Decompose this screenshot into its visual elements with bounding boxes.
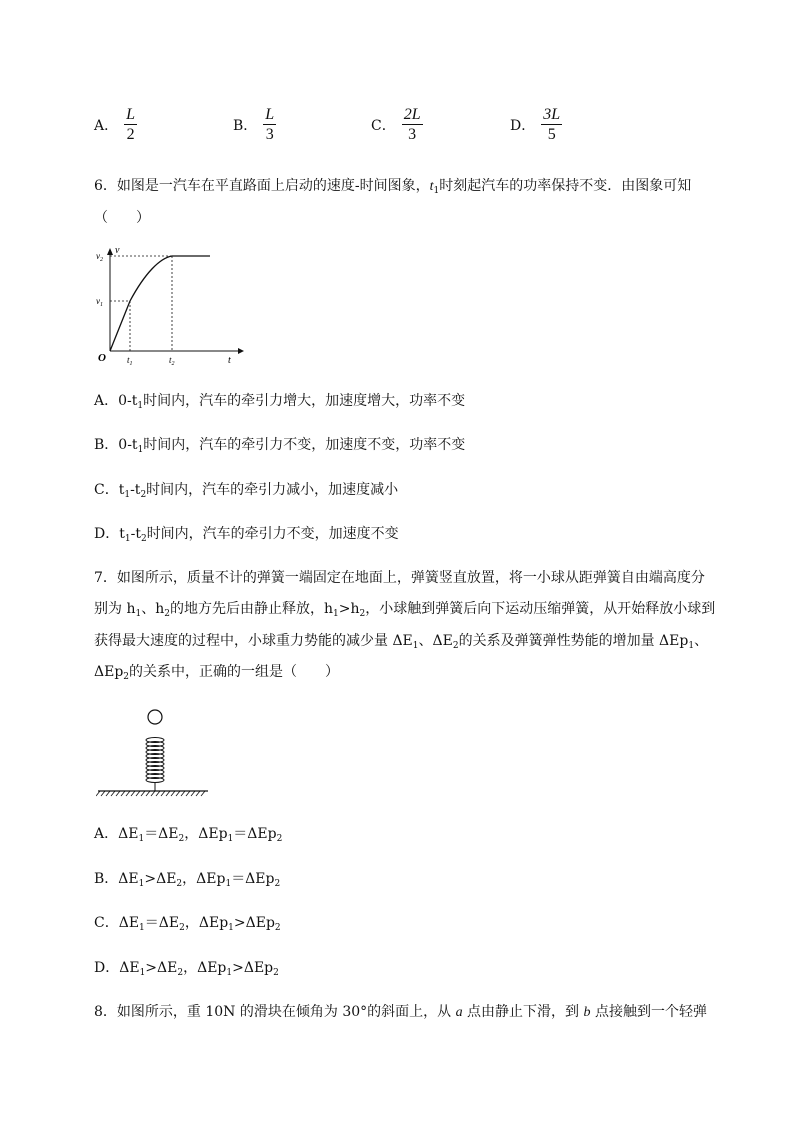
q6-option-d: D．$t_1-t_2$时间内，汽车的牵引力不变，加速度不变	[94, 526, 399, 544]
q5-option-c: C． $\frac{2L}{3}$	[371, 106, 421, 143]
ground-hatch	[96, 791, 205, 796]
v2-label: $v_2$	[96, 251, 103, 263]
t-axis-label: t	[228, 355, 231, 366]
q8-stem: 8．如图所示，重 10N 的滑块在倾角为 30°的斜面上，从 a 点由静止下滑，到 b 点接触到一个轻弹	[94, 1004, 707, 1020]
q7-stem-line2: 别为 $h_1$、$h_2$的地方先后由静止释放，$h_1>h_2$，小球触到弹簧后向下运动压缩弹簧，从开始释放小球到	[94, 601, 716, 619]
q6-option-a: A．$0-t_1$时间内，汽车的牵引力增大，加速度增大，功率不变	[94, 393, 466, 411]
q6-stem: 6．如图是一汽车在平直路面上启动的速度-时间图象，$t_1$时刻起汽车的功率保持不变．由图象可知	[94, 178, 692, 196]
spring-coil	[146, 738, 164, 783]
q6-option-c: C．$t_1-t_2$时间内，汽车的牵引力减小，加速度减小	[94, 482, 399, 500]
fraction: $\frac{L}{3}$	[265, 106, 275, 143]
velocity-curve	[110, 256, 210, 351]
q5-option-a: A． $\frac{L}{2}$	[94, 106, 136, 143]
ball	[148, 710, 162, 724]
q7-stem-line1: 7．如图所示，质量不计的弹簧一端固定在地面上，弹簧竖直放置，将一小球从距弹簧自由端高度分	[94, 570, 705, 586]
fraction: $\frac{L}{2}$	[126, 106, 136, 143]
spring-ball-figure	[96, 705, 211, 800]
q7-option-a: A．$\Delta E_1=\Delta E_2$，ΔEp$_1$＝ΔEp$_2$	[94, 826, 283, 844]
velocity-time-graph	[90, 243, 250, 368]
q7-stem-line4: ΔEp$_2$的关系中，正确的一组是（ ）	[94, 664, 340, 682]
origin-label: O	[98, 352, 106, 364]
q7-option-d: D．$\Delta E_1>\Delta E_2$，ΔEp$_1$>ΔEp$_2$	[94, 960, 279, 978]
v-axis-arrow	[107, 248, 113, 255]
q7-stem-line3: 获得最大速度的过程中，小球重力势能的减少量 $\Delta E_1$、$\Delta E_2$的关系及弹簧弹性势能的增加量 ΔEp$_1$、	[94, 633, 709, 651]
fraction: $\frac{2L}{3}$	[403, 106, 421, 143]
t2-label: $t_2$	[169, 355, 175, 367]
v1-label: $v_1$	[96, 296, 103, 308]
q7-option-b: B．$\Delta E_1>\Delta E_2$，ΔEp$_1$＝ΔEp$_2$	[94, 871, 281, 889]
q6-stem-paren: （ ）	[94, 210, 150, 226]
v-axis-label: v	[115, 245, 120, 256]
t1-label: $t_1$	[127, 355, 133, 367]
q7-option-c: C．$\Delta E_1=\Delta E_2$，ΔEp$_1$>ΔEp$_2$	[94, 915, 281, 933]
q5-option-b: B． $\frac{L}{3}$	[233, 106, 275, 143]
t-axis-arrow	[238, 348, 244, 354]
q6-option-b: B．$0-t_1$时间内，汽车的牵引力不变，加速度不变，功率不变	[94, 437, 466, 455]
q5-option-d: D． $\frac{3L}{5}$	[510, 106, 561, 143]
fraction: $\frac{3L}{5}$	[543, 106, 561, 143]
